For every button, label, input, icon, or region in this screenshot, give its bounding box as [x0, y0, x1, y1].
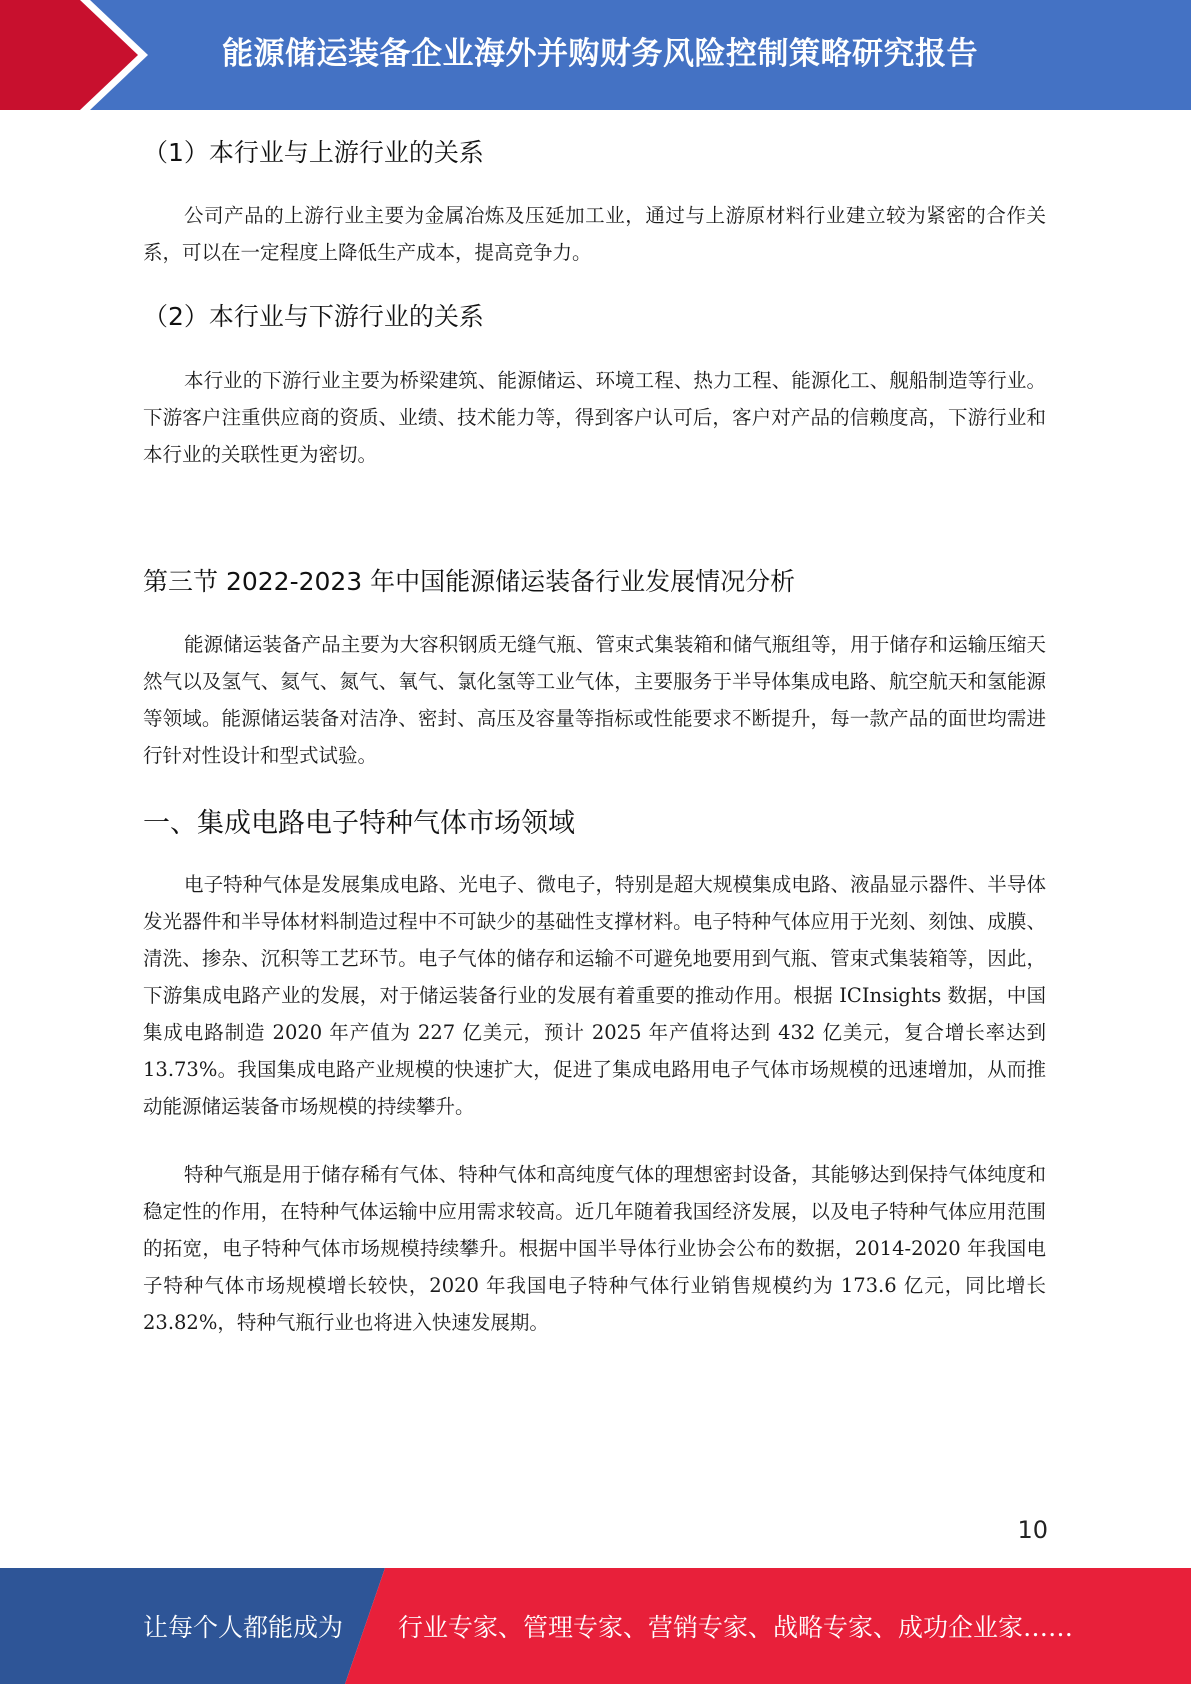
downstream-paragraph: 本行业的下游行业主要为桥梁建筑、能源储运、环境工程、热力工程、能源化工、舰船制造等行业。下游客户注重供应商的资质、业绩、技术能力等，得到客户认可后，客户对产品的信赖度高，下游行业和本行业的关联性更为密切。 [143, 369, 1046, 466]
part1-paragraph-2: 特种气瓶是用于储存稀有气体、特种气体和高纯度气体的理想密封设备，其能够达到保持气体纯度和稳定性的作用，在特种气体运输中应用需求较高。近几年随着我国经济发展，以及电子特种气体应用范围的拓宽，电子特种气体市场规模持续攀升。根据中国半导体行业协会公布的数据，2014-2020 年我国电子特种气体市场规模增长较快，2020 年我国电子特种气体行业销售规模约为 173.6 亿元，同比增长 23.82%，特种气瓶行业也将进入快速发展期。 [143, 1163, 1046, 1334]
page-number: 10 [1017, 1516, 1048, 1544]
section3-heading: 第三节 2022-2023 年中国能源储运装备行业发展情况分析 [143, 567, 796, 596]
report-title: 能源储运装备企业海外并购财务风险控制策略研究报告 [222, 36, 978, 72]
header-banner [0, 0, 1191, 110]
section3-paragraph: 能源储运装备产品主要为大容积钢质无缝气瓶、管束式集装箱和储气瓶组等，用于储存和运输压缩天然气以及氢气、氦气、氮气、氧气、氯化氢等工业气体，主要服务于半导体集成电路、航空航天和氢能源等领域。能源储运装备对洁净、密封、高压及容量等指标或性能要求不断提升，每一款产品的面世均需进行针对性设计和型式试验。 [143, 633, 1046, 767]
footer-slogan-left: 让每个人都能成为 [143, 1613, 344, 1642]
part1-heading: 一、集成电路电子特种气体市场领域 [143, 808, 575, 839]
upstream-heading: （1）本行业与上游行业的关系 [143, 138, 484, 167]
footer-slogan-right: 行业专家、管理专家、营销专家、战略专家、成功企业家…… [398, 1613, 1074, 1642]
part1-paragraph-1: 电子特种气体是发展集成电路、光电子、微电子，特别是超大规模集成电路、液晶显示器件、半导体发光器件和半导体材料制造过程中不可缺少的基础性支撑材料。电子特种气体应用于光刻、刻蚀、成膜、清洗、掺杂、沉积等工艺环节。电子气体的储存和运输不可避免地要用到气瓶、管束式集装箱等，因此，下游集成电路产业的发展，对于储运装备行业的发展有着重要的推动作用。根据 ICInsights 数据，中国集成电路制造 2020 年产值为 227 亿美元，预计 2025 年产值将达到 432 亿美元，复合增长率达到 13.73%。我国集成电路产业规模的快速扩大，促进了集成电路用电子气体市场规模的迅速增加，从而推动能源储运装备市场规模的持续攀升。 [143, 873, 1046, 1118]
footer-banner [0, 1568, 1191, 1684]
downstream-heading: （2）本行业与下游行业的关系 [143, 302, 484, 331]
upstream-paragraph: 公司产品的上游行业主要为金属冶炼及压延加工业，通过与上游原材料行业建立较为紧密的合作关系，可以在一定程度上降低生产成本，提高竞争力。 [143, 204, 1046, 264]
